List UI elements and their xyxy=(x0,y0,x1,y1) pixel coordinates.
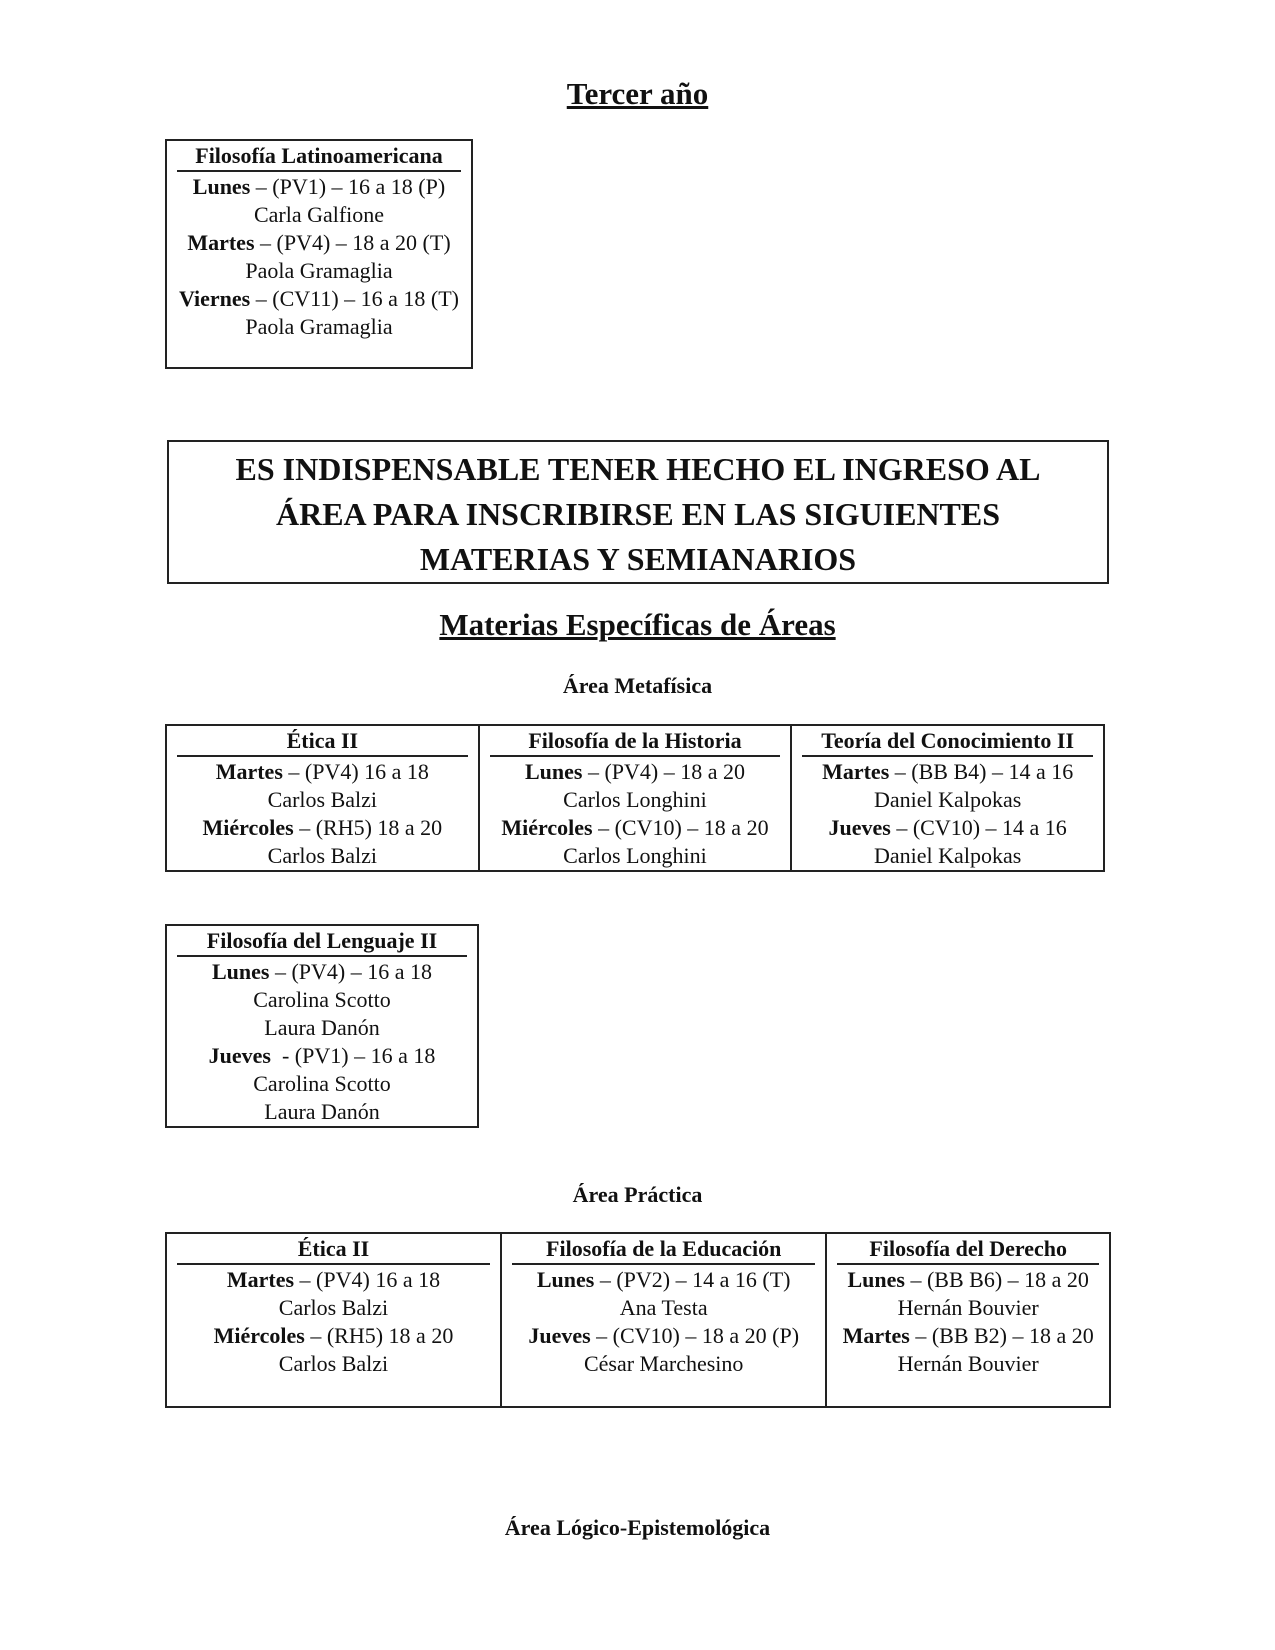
day-label: Martes xyxy=(187,230,255,255)
course-lines xyxy=(512,1266,815,1378)
day-label: Martes xyxy=(822,759,890,784)
course-title: Filosofía de la Historia xyxy=(490,726,781,757)
professor-line xyxy=(177,1098,467,1126)
schedule-detail: – (CV10) – 18 a 20 (P) xyxy=(590,1323,800,1348)
day-label: Martes xyxy=(842,1323,910,1348)
schedule-line xyxy=(512,1322,815,1350)
professor-name: Daniel Kalpokas xyxy=(874,787,1022,812)
professor-line xyxy=(177,1294,490,1322)
day-label: Martes xyxy=(215,759,283,784)
schedule-detail: – (RH5) 18 a 20 xyxy=(293,815,443,840)
professor-line xyxy=(177,1070,467,1098)
professor-name: Carla Galfione xyxy=(253,202,385,227)
professor-line xyxy=(837,1294,1099,1322)
professor-line xyxy=(802,842,1093,870)
professor-line xyxy=(802,786,1093,814)
latin-cell xyxy=(166,140,472,368)
schedule-line xyxy=(177,1322,490,1350)
professor-name: Carlos Balzi xyxy=(278,1295,389,1320)
metafisica-cell xyxy=(791,725,1104,871)
notice-line: MATERIAS Y SEMIANARIOS xyxy=(419,541,857,577)
schedule-detail: – (PV2) – 14 a 16 (T) xyxy=(594,1267,791,1292)
schedule-line xyxy=(177,758,468,786)
professor-line xyxy=(837,1350,1099,1378)
schedule-detail: – (CV11) – 16 a 18 (T) xyxy=(250,286,460,311)
practica-cell xyxy=(166,1233,501,1407)
page-title: Tercer año xyxy=(566,76,709,111)
schedule-detail: – (RH5) 18 a 20 xyxy=(304,1323,454,1348)
schedule-line xyxy=(802,758,1093,786)
professor-name: Carlos Balzi xyxy=(267,787,378,812)
professor-line xyxy=(177,842,468,870)
professor-line xyxy=(177,201,461,229)
day-label: Lunes xyxy=(847,1267,905,1292)
latin-lines xyxy=(177,173,461,341)
metafisica-table xyxy=(165,724,1105,872)
course-lines xyxy=(177,758,468,870)
schedule-line xyxy=(802,814,1093,842)
notice-line: ÁREA PARA INSCRIBIRSE EN LAS SIGUIENTES xyxy=(275,496,1001,532)
professor-line xyxy=(490,842,781,870)
professor-line xyxy=(177,313,461,341)
professor-line xyxy=(490,786,781,814)
schedule-line xyxy=(177,1042,467,1070)
schedule-line xyxy=(177,285,461,313)
course-title: Ética II xyxy=(177,1234,490,1265)
day-label: Miércoles xyxy=(501,815,593,840)
schedule-line xyxy=(177,229,461,257)
latin-schedule-table xyxy=(165,139,473,369)
professor-name: Carolina Scotto xyxy=(253,987,391,1012)
professor-line xyxy=(177,1350,490,1378)
schedule-line xyxy=(177,173,461,201)
course-lines xyxy=(837,1266,1099,1378)
professor-line xyxy=(177,257,461,285)
day-label: Lunes xyxy=(524,759,583,784)
schedule-detail: – (PV4) 16 a 18 xyxy=(294,1267,441,1292)
schedule-detail: – (PV1) – 16 a 18 (P) xyxy=(250,174,446,199)
schedule-detail: – (BB B2) – 18 a 20 xyxy=(909,1323,1094,1348)
day-label: Martes xyxy=(226,1267,295,1292)
schedule-detail: – (PV4) 16 a 18 xyxy=(282,759,429,784)
section-title: Materias Específicas de Áreas xyxy=(439,607,836,642)
schedule-detail: – (PV4) – 18 a 20 xyxy=(582,759,745,784)
latin-title: Filosofía Latinoamericana xyxy=(177,141,461,172)
professor-name: Paola Gramaglia xyxy=(245,314,393,339)
professor-name: Hernán Bouvier xyxy=(897,1351,1039,1376)
course-lines xyxy=(177,1266,490,1378)
professor-line xyxy=(177,786,468,814)
practica-table xyxy=(165,1232,1111,1408)
schedule-line xyxy=(490,758,781,786)
professor-name: Ana Testa xyxy=(619,1295,708,1320)
schedule-detail: – (CV10) – 14 a 16 xyxy=(890,815,1067,840)
notice-box xyxy=(167,440,1109,584)
professor-name: Laura Danón xyxy=(264,1015,380,1040)
schedule-detail: – (BB B6) – 18 a 20 xyxy=(904,1267,1089,1292)
professor-name: Carlos Longhini xyxy=(563,787,707,812)
day-label: Jueves xyxy=(208,1043,271,1068)
day-label: Lunes xyxy=(211,959,270,984)
day-label: Jueves xyxy=(528,1323,591,1348)
schedule-line xyxy=(837,1322,1099,1350)
schedule-line xyxy=(177,1266,490,1294)
metafisica-cell xyxy=(479,725,792,871)
practica-cell xyxy=(501,1233,826,1407)
area-practica-label: Área Práctica xyxy=(572,1182,703,1207)
area-metafisica-label: Área Metafísica xyxy=(562,673,713,698)
area-logico-label: Área Lógico-Epistemológica xyxy=(504,1515,771,1540)
course-title: Ética II xyxy=(177,726,468,757)
day-label: Miércoles xyxy=(202,815,294,840)
professor-line xyxy=(512,1294,815,1322)
schedule-line xyxy=(490,814,781,842)
day-label: Jueves xyxy=(828,815,891,840)
professor-name: César Marchesino xyxy=(583,1351,744,1376)
schedule-line xyxy=(177,958,467,986)
professor-name: Carlos Longhini xyxy=(563,843,707,868)
course-title: Filosofía de la Educación xyxy=(512,1234,815,1265)
professor-name: Laura Danón xyxy=(264,1099,380,1124)
professor-name: Carolina Scotto xyxy=(253,1071,391,1096)
professor-name: Daniel Kalpokas xyxy=(874,843,1022,868)
schedule-line xyxy=(512,1266,815,1294)
course-lines xyxy=(802,758,1093,870)
professor-name: Paola Gramaglia xyxy=(245,258,393,283)
schedule-line xyxy=(837,1266,1099,1294)
schedule-detail: – (PV4) – 18 a 20 (T) xyxy=(254,230,451,255)
day-label: Viernes xyxy=(178,286,251,311)
schedule-detail: - (PV1) – 16 a 18 xyxy=(270,1043,436,1068)
schedule-detail: – (BB B4) – 14 a 16 xyxy=(889,759,1074,784)
practica-cell xyxy=(826,1233,1110,1407)
course-title: Filosofía del Derecho xyxy=(837,1234,1099,1265)
day-label: Lunes xyxy=(192,174,251,199)
day-label: Miércoles xyxy=(213,1323,305,1348)
professor-line xyxy=(177,1014,467,1042)
professor-line xyxy=(512,1350,815,1378)
schedule-detail: – (PV4) – 16 a 18 xyxy=(269,959,433,984)
course-lines xyxy=(490,758,781,870)
professor-line xyxy=(177,986,467,1014)
lenguaje-cell xyxy=(166,925,478,1127)
lenguaje-table xyxy=(165,924,479,1128)
professor-name: Carlos Balzi xyxy=(267,843,378,868)
professor-name: Hernán Bouvier xyxy=(897,1295,1039,1320)
day-label: Lunes xyxy=(536,1267,595,1292)
course-title: Teoría del Conocimiento II xyxy=(802,726,1093,757)
metafisica-cell xyxy=(166,725,479,871)
schedule-line xyxy=(177,814,468,842)
schedule-detail: – (CV10) – 18 a 20 xyxy=(592,815,769,840)
course-title: Filosofía del Lenguaje II xyxy=(177,926,467,957)
notice-line: ES INDISPENSABLE TENER HECHO EL INGRESO AL xyxy=(235,451,1041,487)
professor-name: Carlos Balzi xyxy=(278,1351,389,1376)
course-lines xyxy=(177,958,467,1126)
